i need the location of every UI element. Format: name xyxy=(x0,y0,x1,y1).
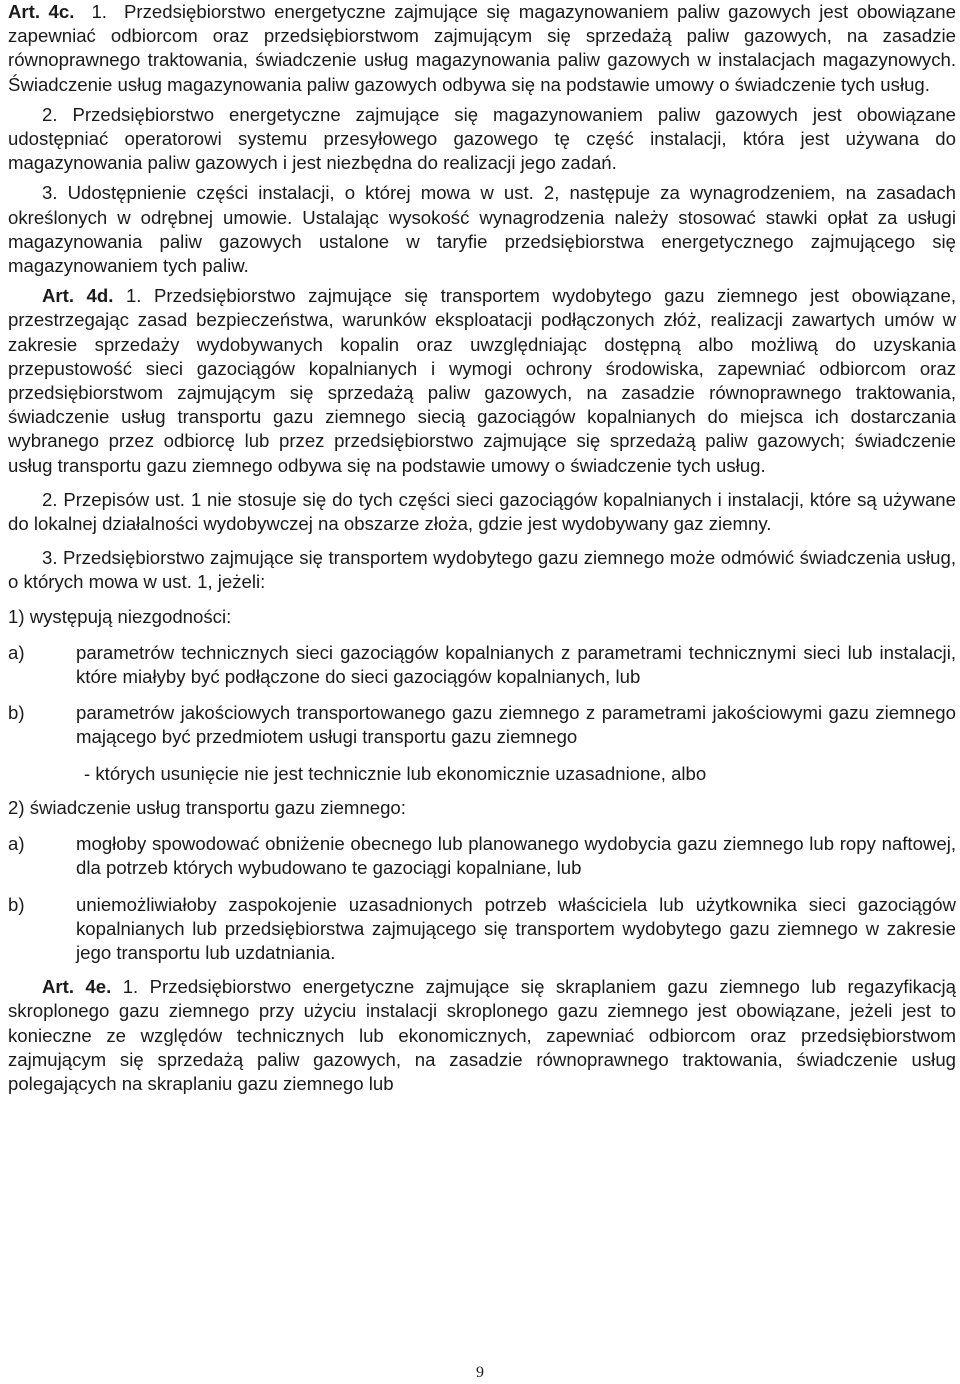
list-marker: a) xyxy=(8,641,25,663)
art-4c-ust-1-text: Przedsiębiorstwo energetyczne zajmujące się magazynowaniem paliw gazowych jest obowiązane zapewniać odbiorcom oraz przedsiębiorstwom zajmującym się sprzedażą paliw gazowych, na zasadzie równoprawnego traktowania, świadczenie usług magazynowania paliw gazowych w instalacjach magazynowych. Świadczenie usług magazynowania paliw gazowych odbywa się na podstawie umowy o świadczenie tych usług. xyxy=(8,1,956,95)
art-4d-point-2b xyxy=(8,893,956,966)
art-4e-heading: Art. 4e. xyxy=(42,976,112,998)
page-number: 9 xyxy=(476,1364,484,1381)
art-4c-paragraph-2: 2. Przedsiębiorstwo energetyczne zajmujące się magazynowaniem paliw gazowych jest obowiązane udostępniać operatorowi systemu przesyłowego gazowego tę część instalacji, która jest używana do magazynowania paliw gazowych i jest niezbędna do realizacji jego zadań. xyxy=(8,103,956,174)
art-4c-ust-1-number: 1. xyxy=(91,1,107,22)
art-4d-point-1a xyxy=(8,641,956,689)
list-text: mogłoby spowodować obniżenie obecnego lub planowanego wydobycia gazu ziemnego lub ropy naftowej, dla potrzeb których wybudowano te gazociągi kopalniane, lub xyxy=(76,833,956,879)
art-4c-paragraph-1 xyxy=(8,0,956,97)
list-marker: a) xyxy=(8,833,25,855)
art-4c-paragraph-3: 3. Udostępnienie części instalacji, o której mowa w ust. 2, następuje za wynagrodzeniem, na zasadach określonych w odrębnej umowie. Ustalając wysokość wynagrodzenia należy stosować stawki opłat za usługi magazynowania paliw gazowych ustalone w taryfie przedsiębiorstwa energetycznego zajmującego się magazynowaniem tych paliw. xyxy=(8,182,956,277)
list-text: parametrów jakościowych transportowanego gazu ziemnego z parametrami jakościowymi gazu ziemnego mającego być przedmiotem usługi transportu gazu ziemnego xyxy=(76,702,956,748)
art-4d-point-1: 1) występują niezgodności: xyxy=(8,605,232,627)
art-4d-paragraph-1 xyxy=(8,284,956,478)
art-4d-point-2a xyxy=(8,832,956,880)
art-4d-paragraph-3: 3. Przedsiębiorstwo zajmujące się transportem wydobytego gazu ziemnego może odmówić świadczenia usług, o których mowa w ust. 1, jeżeli: xyxy=(8,547,956,593)
art-4d-point-1-tail: - których usunięcie nie jest technicznie lub ekonomicznie uzasadnione, albo xyxy=(84,762,707,784)
art-4d-paragraph-2: 2. Przepisów ust. 1 nie stosuje się do tych części sieci gazociągów kopalnianych i instalacji, które są używane do lokalnej działalności wydobywczej na obszarze złoża, gdzie jest wydobywany gaz ziemny. xyxy=(8,488,956,535)
list-marker: b) xyxy=(8,702,25,724)
list-text: uniemożliwiałoby zaspokojenie uzasadnionych potrzeb właściciela lub użytkownika sieci gazociągów kopalnianych lub przedsiębiorstwa zajmującego się transportem wydobytego gazu ziemnego w zakresie jego transportu lub uzdatniania. xyxy=(76,893,956,963)
art-4d-point-2: 2) świadczenie usług transportu gazu ziemnego: xyxy=(8,796,406,818)
document-page xyxy=(8,0,956,1096)
art-4c-heading: Art. 4c. xyxy=(8,1,75,22)
list-marker: b) xyxy=(8,893,25,915)
art-4e-ust-1-text: 1. Przedsiębiorstwo energetyczne zajmujące się skraplaniem gazu ziemnego lub regazyfikacją skroplonego gazu ziemnego przy użyciu instalacji skroplonego gazu ziemnego jest obowiązane, jeżeli jest to konieczne ze względów technicznych lub ekonomicznych, zapewniać odbiorcom oraz przedsiębiorstwom zajmującym się sprzedażą paliw gazowych, na zasadzie równoprawnego traktowania, świadczenie usług polegających na skraplaniu gazu ziemnego lub xyxy=(8,976,956,1094)
list-text: parametrów technicznych sieci gazociągów kopalnianych z parametrami technicznymi sieci lub instalacji, które miałyby być podłączone do sieci gazociągów kopalnianych, lub xyxy=(76,641,956,688)
art-4d-point-1b xyxy=(8,701,956,749)
art-4d-heading: Art. 4d. xyxy=(42,285,114,307)
art-4e-paragraph-1 xyxy=(8,975,956,1096)
art-4d-ust-1-text: 1. Przedsiębiorstwo zajmujące się transportem wydobytego gazu ziemnego jest obowiązane, przestrzegając zasad bezpieczeństwa, warunków eksploatacji podłączonych złóż, realizacji zawartych umów w zakresie sprzedaży wydobywanych kopalin oraz uwzględniając dostępną albo możliwą do uzyskania przepustowość sieci gazociągów kopalnianych i wymogi ochrony środowiska, zapewniać odbiorcom oraz przedsiębiorstwom zajmującym się sprzedażą paliw gazowych, na zasadzie równoprawnego traktowania, świadczenie usług transportu gazu ziemnego siecią gazociągów kopalnianych do miejsca ich dostarczania wybranego przez odbiorcę lub przez przedsiębiorstwo zajmujące się sprzedażą paliw gazowych; świadczenie usług transportu gazu ziemnego odbywa się na podstawie umowy o świadczenie tych usług. xyxy=(8,285,956,476)
